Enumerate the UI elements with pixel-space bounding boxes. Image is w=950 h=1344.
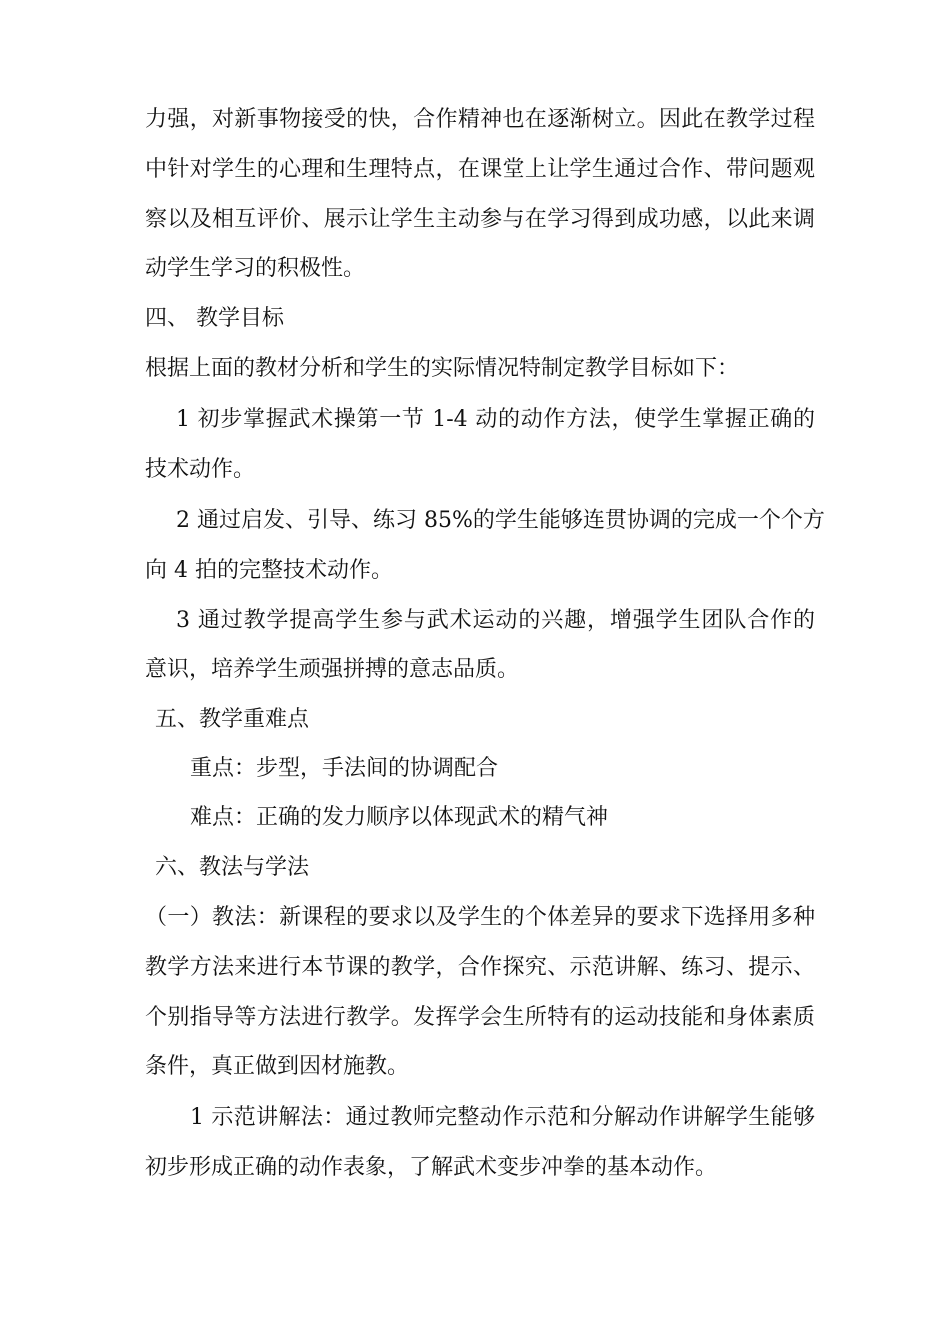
paragraph-line: 察以及相互评价、展示让学生主动参与在学习得到成功感，以此来调 (145, 207, 815, 232)
method-line: 1 示范讲解法：通过教师完整动作示范和分解动作讲解学生能够 (190, 1105, 815, 1130)
paragraph-line: 根据上面的教材分析和学生的实际情况特制定教学目标如下： (145, 356, 740, 381)
key-point-line: 重点：步型，手法间的协调配合 (190, 756, 499, 781)
method-line: 初步形成正确的动作表象，了解武术变步冲拳的基本动作。 (145, 1155, 718, 1180)
paragraph-line: 个别指导等方法进行教学。发挥学会生所特有的运动技能和身体素质 (145, 1005, 815, 1030)
paragraph-line: （一）教法：新课程的要求以及学生的个体差异的要求下选择用多种 (145, 905, 815, 930)
section-heading: 四、 教学目标 (145, 306, 284, 331)
paragraph-line: 中针对学生的心理和生理特点，在课堂上让学生通过合作、带问题观 (145, 157, 815, 182)
objective-line: 3 通过教学提高学生参与武术运动的兴趣，增强学生团队合作的 (176, 608, 815, 633)
difficulty-line: 难点：正确的发力顺序以体现武术的精气神 (190, 805, 609, 830)
objective-line: 技术动作。 (145, 457, 256, 482)
section-heading: 六、教法与学法 (155, 855, 310, 880)
paragraph-line: 动学生学习的积极性。 (145, 256, 366, 281)
objective-line: 向 4 拍的完整技术动作。 (145, 558, 393, 583)
section-heading: 五、教学重难点 (155, 707, 310, 732)
objective-line: 1 初步掌握武术操第一节 1-4 动的动作方法，使学生掌握正确的 (176, 407, 815, 432)
paragraph-line: 教学方法来进行本节课的教学，合作探究、示范讲解、练习、提示、 (145, 955, 815, 980)
paragraph-line: 力强，对新事物接受的快，合作精神也在逐渐树立。因此在教学过程 (145, 107, 815, 132)
objective-line: 2 通过启发、引导、练习 85%的学生能够连贯协调的完成一个个方 (176, 508, 825, 533)
paragraph-line: 条件，真正做到因材施教。 (145, 1054, 410, 1079)
objective-line: 意识，培养学生顽强拼搏的意志品质。 (145, 657, 520, 682)
